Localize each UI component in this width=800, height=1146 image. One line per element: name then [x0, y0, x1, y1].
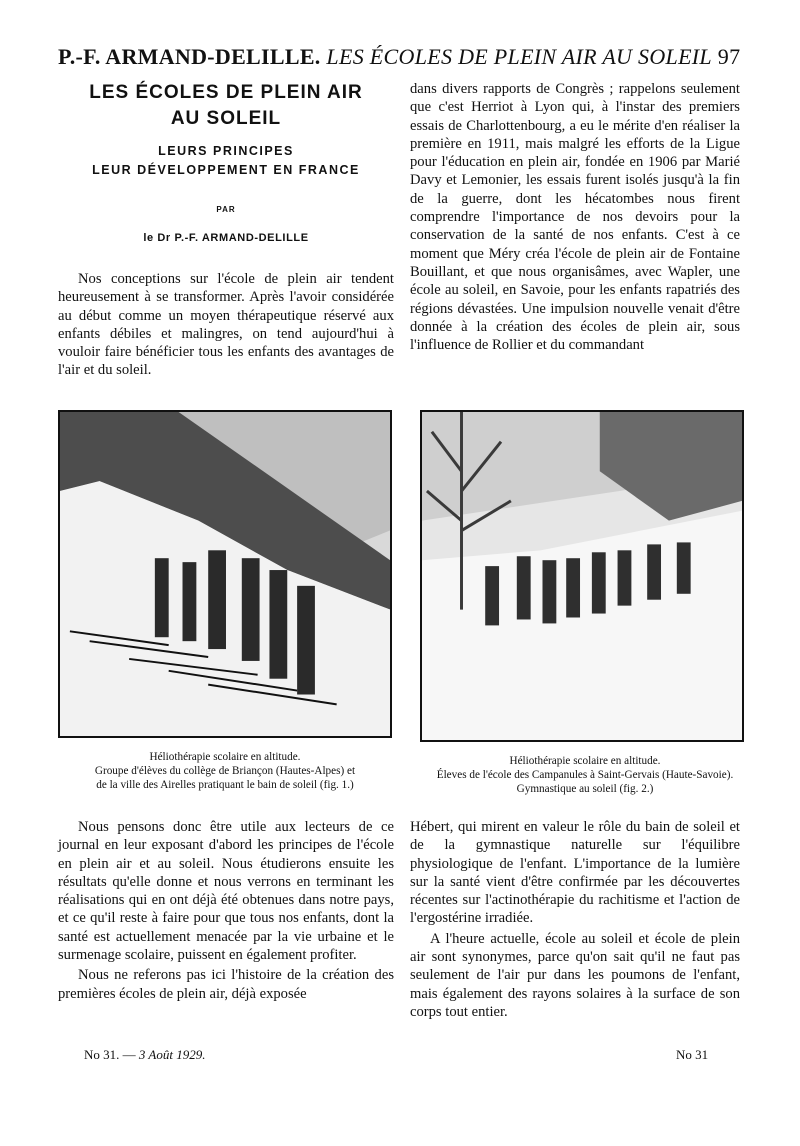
figure-2-photo	[420, 410, 744, 742]
footer-left-issue: No 31. —	[84, 1047, 136, 1062]
figure-2-caption	[410, 754, 760, 796]
figure-1-caption-line2: Groupe d'élèves du collège de Briançon (Hautes-Alpes) et	[94, 765, 356, 777]
right-column-bottom	[410, 818, 740, 1023]
article-title-line2: AU SOLEIL	[170, 108, 282, 129]
intro-column	[58, 270, 394, 382]
figure-2-caption-line3: Gymnastique au soleil (fig. 2.)	[516, 783, 654, 795]
figure-1-caption	[50, 750, 400, 792]
intro-paragraph: Nos conceptions sur l'école de plein air tendent heureusement à se transformer. Après l'avoir considérée au début comme un moyen thérapeutique réservé aux enfants débiles et malingres, on tend aujourd'hui à vouloir faire bénéficier tous les enfants des avantages de l'air et du soleil.	[58, 271, 394, 379]
footer-right	[676, 1047, 708, 1063]
figure-1-photo	[58, 410, 392, 738]
right-column-top	[410, 80, 740, 356]
article-title-line1: LES ÉCOLES DE PLEIN AIR	[89, 82, 363, 103]
by-label: PAR	[216, 205, 236, 214]
footer-left-date: 3 Août 1929.	[138, 1047, 206, 1062]
article-subtitle-line1: LEURS PRINCIPES	[158, 144, 294, 158]
running-head-author: P.-F. ARMAND-DELILLE.	[58, 44, 321, 69]
figure-1-caption-line1: Héliothérapie scolaire en altitude.	[149, 751, 301, 763]
page-number: 97	[717, 44, 741, 69]
running-head	[58, 44, 748, 70]
figure-2-caption-line1: Héliothérapie scolaire en altitude.	[509, 755, 661, 767]
left-bottom-paragraph-2: Nous ne referons pas ici l'histoire de la création des premières écoles de plein air, déjà exposée	[58, 967, 394, 1002]
right-top-paragraph: dans divers rapports de Congrès ; rappelons seulement que c'est Herriot à Lyon qui, à l'instar des premiers essais de Charlottenbourg, a eu le mérite d'en réaliser la première en 1911, mais malgré les efforts de la Ligue pour l'éducation en plein air, fondée en 1906 par Marié Davy et Lemonier, les essais furent isolés jusqu'à la fin de la guerre, dont les hécatombes nous firent comprendre l'importance de nos devoirs pour la conservation de la santé de nos enfants. C'est à ce moment que Méry créa l'école de plein air de Fontaine Bouillant, et que nous organisâmes, avec Wapler, une école au soleil, en Savoie, pour les enfants rapatriés des régions dévastées. Une impulsion nouvelle venait d'être donnée à la création des écoles de plein air, sous l'influence de Rollier et du commandant	[410, 81, 740, 354]
article-subtitle-line2: LEUR DÉVELOPPEMENT EN FRANCE	[92, 163, 360, 177]
byline: le Dr P.-F. ARMAND-DELILLE	[143, 232, 309, 244]
figure-1-caption-line3: de la ville des Airelles pratiquant le bain de soleil (fig. 1.)	[96, 779, 354, 791]
footer-right-issue: No 31	[676, 1047, 709, 1062]
figure-2-caption-line2: Éleves de l'école des Campanules à Saint-Gervais (Haute-Savoie).	[436, 769, 734, 781]
article-title	[58, 80, 394, 132]
left-column-bottom	[58, 818, 394, 1005]
footer-left	[84, 1047, 205, 1063]
right-bottom-paragraph-2: A l'heure actuelle, école au soleil et école de plein air sont synonymes, parce qu'on sait qu'il ne faut pas seulement de l'air pur dans les poumons de l'enfant, mais également des rayons solaires à la surface de son corps tout entier.	[410, 930, 740, 1020]
running-head-title: LES ÉCOLES DE PLEIN AIR AU SOLEIL	[326, 44, 712, 69]
article-subtitle	[58, 142, 394, 180]
right-bottom-paragraph-1: Hébert, qui mirent en valeur le rôle du bain de soleil et de la gymnastique naturelle sur l'équilibre physiologique de l'enfant. L'importance de la lumière sur la santé vient d'être confirmée par les découvertes récentes sur l'actinothérapie du rachitisme et l'action de l'ergostérine irradiée.	[410, 819, 740, 927]
left-bottom-paragraph-1: Nous pensons donc être utile aux lecteurs de ce journal en leur exposant d'abord les principes de l'école en plein air et au soleil. Nous étudierons ensuite les résultats qu'elle donne et nous verrons en terminant les réalisations qui en ont déjà été obtenues dans notre pays, et ce qu'il reste à faire pour que tous nos enfants, dont la santé est actuellement menacée par la vie urbaine et le surmenage scolaire, puissent en également profiter.	[58, 819, 394, 964]
